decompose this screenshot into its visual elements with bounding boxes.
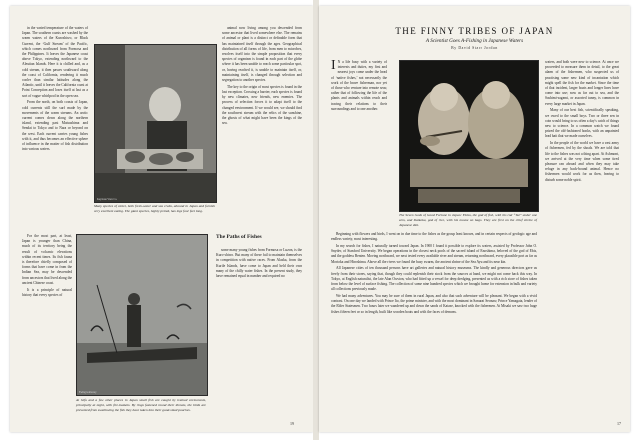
left-col-1 [22,26,88,154]
left-col-2 [222,26,302,128]
lucky-gods-caption: The Seven Gods of Good Fortune in Japan: Ebisu, the god of fish, with his rod “Tai” under one arm, and Daikoku, god of rice, with his mouse on bags. They are first on the chief shrine of Japanese diet. [399,213,537,227]
paragraph: in the varied temperature of the waters of Japan. The southern coasts are washed by the warm waters of the Kuroshiwo, or Black Current, the ‘Gulf Stream’ of the Pacific, which comes northward from Formosa and the Philippines. It leaves the Japanese coast above Tokyo, extending northward to the Aleutian Islands. Here it is chilled and, as a cold stream, it then passes southward along the coast of California, rendering it much cooler than similar latitudes along the Atlantic, until it leaves the California coast at Point Conception and loses itself at last as a sort of vague whirlpool in the open sea. [22,26,88,98]
drop-cap: I [331,58,336,73]
paragraph: All Japanese cities of ten thousand persons have art galleries and natural history museums. The kindly and generous directors gave us freely from their stores, saying that, though they could replenish their stock from the sources at hand, we might not come back this way. In Tokyo, at English naturalist, the late Alan Owston, who had fitted up a vessel for deep dredging, presented us with a rich store of fishes taken from below the level of surface fishing. The collection of some nine hundred species which we brought home for extension in bulk and variety all collections previously made. [331,266,537,292]
article-subtitle: A Scientist Goes A-Fishing in Japanese Waters [425,38,524,44]
paragraph: animal now living among you descended from some ancestor that lived somewhere else. The remains of animal or plant is a distinct or definable form that has maintained itself through the ages. Geographical distribution of all forms of life, from men to microbes, resolves itself into the simple proposition that every species of organism is found in each part of the globe where it has been unable to reach some particular spot, or, having reached it, is unable to maintain itself, or, maintaining itself, is changed through selection and segregation to another species. [222,26,302,83]
section-subhead: The Paths of Fishes [216,234,262,240]
right-side-col [545,60,619,184]
cormorant-photo-caption: At Gifu and a few other places in Japan small fish are caught by trained cormorants, principally at night, with fire-baskets. By rings fastened round their throats, the birds are prevented from swallowing the fish they have taken into their good-sized pouches. [76,398,206,412]
left-col-3 [22,234,72,300]
paragraph: Many of our best fish, scientifically speaking, we owed to the small boys. Two or three sen in coin would bring to us often a day's catch of things new to science. In a common watch we found prized the old-fashioned hooks, with an unpainted lead bait that we made ourselves. [545,108,619,139]
lucky-gods-photo [399,60,539,212]
left-page [10,6,313,432]
paragraph: The key to the origin of most species is found in the last exception. Crossing a barrier, each species is found by new climates, new friends, new enemies. The process of selection forces it to adapt itself to the changed environment. If we would see, we should find the southwest stream with the relics of the sunshine, the ghosts of what might have been the kings of the sea. [222,84,302,126]
cormorant-fishing-photo [76,234,208,396]
crab-vendor-illustration [95,45,216,202]
article-title: THE FINNY TRIBES OF JAPAN [395,26,554,36]
right-page [319,6,630,432]
paragraph: From the north, on both coasts of Japan, cold currents still the surf made by the movements of the warm streams. An arctic current comes down along the northern island, extending past Matsushima and Sendai to Tokyo and to Nara or beyond on the west. Each current carries young fishes with it, and thus becomes an effective sphere of influence in the matter of fish distribution into various waters. [22,100,88,152]
paragraph: In my search for fishes, I naturally turned toward Japan. In 1900 I found it possible to explore its waters, assisted by Professor John O. Snyder, of Stanford University. We began operations in the closest neck pools of the sacred island of Enoshima, beloved of the god of Ebis, and the goddess Benten. Moving northward, we next tested every available river and stream, returning northward, every plausible port as far as Morioka and Hiroshima. Above all the rivers we found the busy swarm, the ancient shrine of the Sea Ayu and its near kin. [331,244,537,264]
paragraph: waters, and both were new to science. At once we proceeded to measure them in detail, to the great alarm of the fishermen, who suspected us of practising some new kind of incantation which might spell the fish for the market. Since the time of that incident, larger boats and longer lines have come into use; now as far out to sea, and the Sashimi-sagami, or assorted tunny, is common in every large market in Japan. [545,60,619,106]
paragraph: We had many adventures. You may be sure of them in rural Japan, and also that such adventure will be pleasant. We began with a vivid contrast. On one day we landed with Prince Ito, the prime minister, and with the most dominant in Sanurai Seonaw, Prince Yamagata, lender of the Elder Statesmen. Two hours later we wandered up and down the sands of Katase, knocked with the fishermen. At Misaki we saw two huge fishes fifteen feet or so in length, built like wooden boats and with the faces of demons. [331,294,537,314]
page-number: 17 [617,421,621,426]
crab-vendor-photo [94,44,217,203]
paragraph: It is a principle of natural history that every species of [22,287,72,297]
lucky-gods-illustration [400,61,538,211]
cormorant-fishing-illustration [77,235,207,395]
paragraph: Beginning with flowers and birds, I went on in due time to the fishes as the group least known, and in certain respects of geologic age and endless variety, most interesting. [331,232,537,242]
photo-credit: Keystone View Co. [97,198,118,201]
article-byline: By David Starr Jordan [451,46,498,50]
paragraph: In the people of the world we have a vast army of fishermen, fed by the shoals. We are told that life to the fishes was not a thing apart. At Ashmont, we arrived at the very time when some tired pleasure ran abroad and when they may take refuge in any back-bound animal. Hence no fishermen would work for us then, fearing to disturb some noble spirit. [545,141,619,182]
photo-credit: Ewing Galloway [79,391,97,394]
intro-text: N a life busy with a variety of interests and duties, my first and nearest joys come under the head of ‘native fishes,’ not necessarily the work of the brave fisherman, nor yet of those who venture into remote seas; rather that of following the life of the plants and animals within reach and tracing their relations to their surroundings and to one another. [331,60,387,111]
paragraph: some many young fishes from Formosa or Luzon, is the Kuro-shiwo. But many of these fail to maintain themselves in competition with native races. From Alaska, from the Kurile Islands, have come to Japan and held their own many of the chilly water fishes. In the present study, they have remained equal in number and required no [216,248,302,279]
left-col-4 [216,248,302,281]
paragraph: For the most part, at least, Japan is younger than China, much of its territory being the result of volcanic elevations within recent times. Its fish fauna is therefore chiefly composed of forms that have come in from the Indian Sea, may be descended from ancestors that lived along the ancient Chinese coast. [22,234,72,285]
page-number: 19 [290,421,294,426]
right-intro-col [331,60,387,114]
right-main-col [331,232,537,316]
crab-photo-caption: Many species of violet, both fresh-water and sea crabs, abound in Japan and furnish very excellent eating. The giant species, highly prized, has legs four feet long. [94,204,215,213]
intro-paragraph [331,60,387,112]
